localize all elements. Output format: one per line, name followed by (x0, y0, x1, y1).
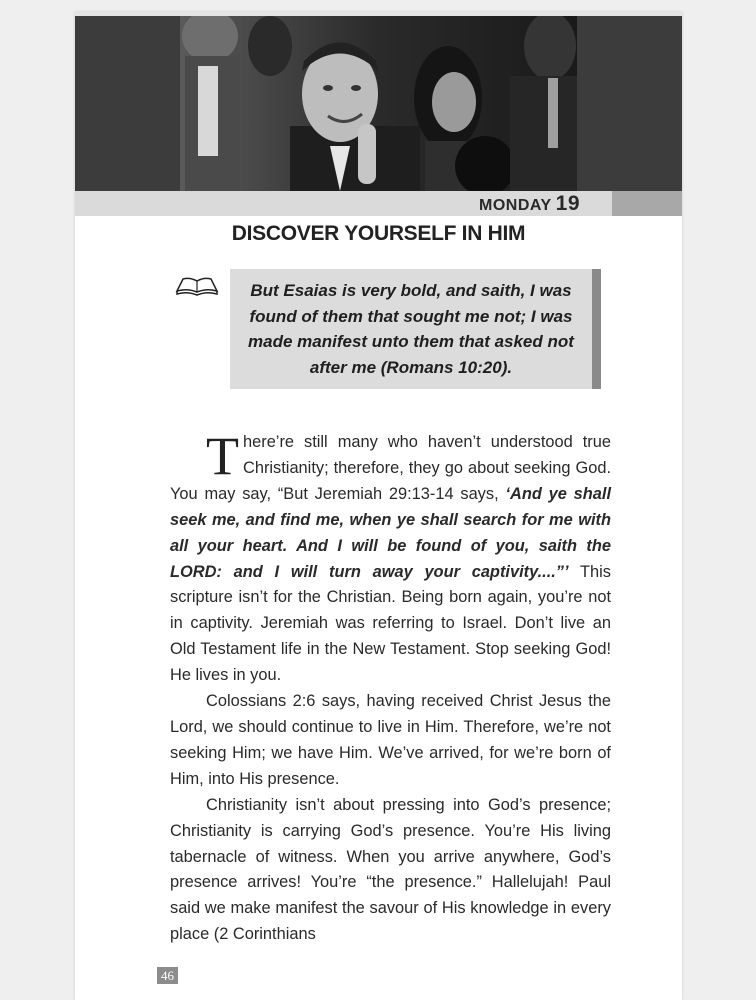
day-bar-accent (612, 191, 682, 216)
paragraph-1-part-a: here’re still many who haven’t understood true Christianity; therefore, they go about seeking God. You may say, “But Jeremiah 29:13-14 says, (170, 433, 611, 503)
drop-cap: T (206, 426, 239, 486)
devotional-page (75, 12, 682, 1000)
scripture-box (230, 269, 601, 389)
day-label (479, 193, 580, 217)
header-photo (180, 16, 577, 191)
page-number: 46 (157, 967, 178, 984)
body-text (170, 426, 611, 948)
header-photo-band (75, 16, 682, 191)
paragraph-2: Colossians 2:6 says, having received Christ Jesus the Lord, we should continue to live in Him. Therefore, we’re not seeking Him; we have Him. We’ve arrived, for we’re born of Him, into His presence. (170, 692, 611, 788)
paragraph-3: Christianity isn’t about pressing into God’s presence; Christianity is carrying God’s presence. You’re His living tabernacle of witness. When you arrive anywhere, God’s presence arrives! You’re “the presence.” Hallelujah! Paul said we make manifest the savour of His knowledge in every place (2 Corinthians (170, 795, 611, 944)
jeremiah-quote: ‘And ye shall seek me, and find me, when ye shall search for me with all your heart. And I will be found of you, saith the LORD: and I will turn away your captivity....”’ (170, 484, 611, 581)
day-name: MONDAY (479, 197, 552, 214)
paragraph-1 (170, 426, 611, 689)
scripture-text: But Esaias is very bold, and saith, I was found of them that sought me not; I was made manifest unto them that asked not after me (Romans 10:20). (248, 281, 574, 377)
open-book-icon (175, 275, 219, 297)
paragraph-1-part-b: This scripture isn’t for the Christian. Being born again, you’re not in captivity. Jeremiah was referring to Israel. Don’t live an Old Testament life in the New Testament. Stop seeking God! He lives in you. (170, 562, 611, 685)
page-title: DISCOVER YOURSELF IN HIM (231, 222, 526, 245)
day-number: 19 (555, 192, 580, 215)
day-bar (75, 191, 682, 216)
